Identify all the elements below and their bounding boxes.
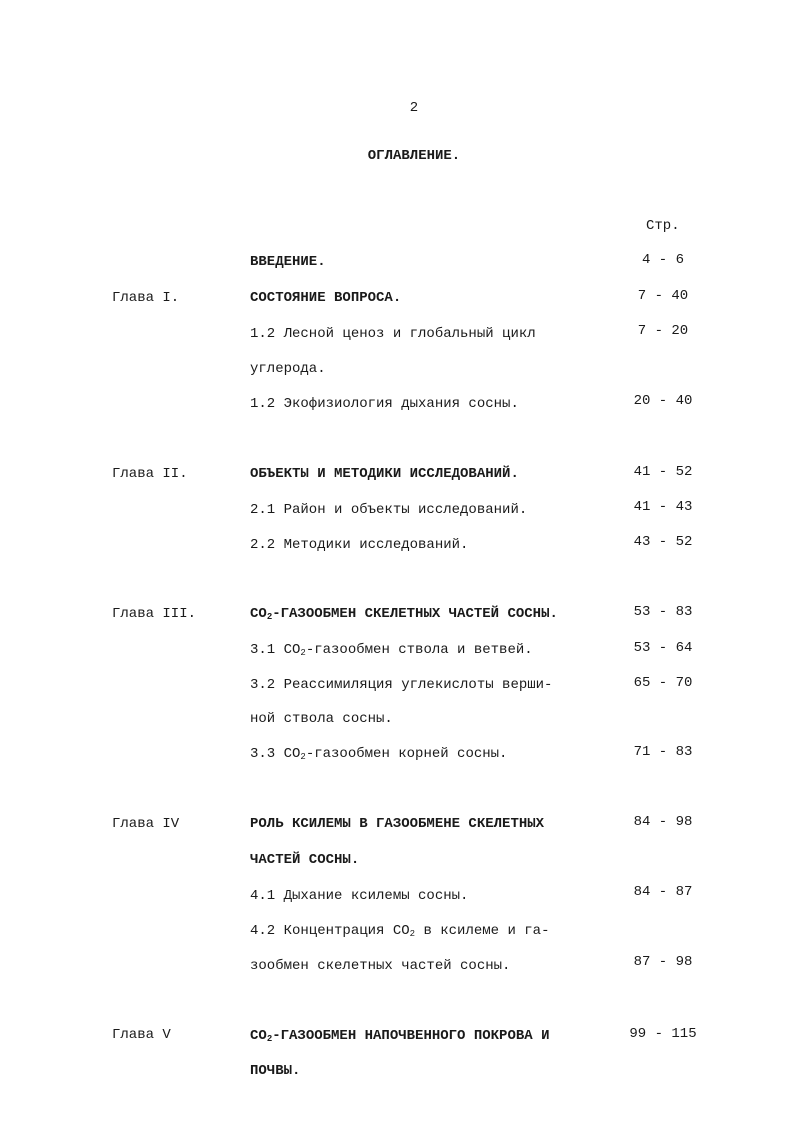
toc-intro-pages: 4 - 6: [641, 252, 684, 268]
toc-ch4-s1-title: 4.1 Дыхание ксилемы сосны.: [250, 888, 469, 904]
toc-ch1-s2-title: 1.2 Экофизиология дыхания сосны.: [250, 396, 519, 412]
toc-ch2-label: Глава II.: [112, 466, 188, 482]
toc-ch2-s2-pages: 43 - 52: [633, 534, 693, 550]
toc-ch1-pages: 7 - 40: [637, 288, 689, 304]
toc-ch5-title-line1: $СО_2$-ГАЗООБМЕН НАПОЧВЕННОГО ПОКРОВА И: [250, 1028, 550, 1044]
toc-ch5-label: Глава V: [112, 1027, 171, 1043]
toc-ch3-s2-line1: 3.2 Реассимиляция углекислоты верши-: [250, 677, 553, 693]
toc-ch2-s1-pages: 41 - 43: [633, 499, 693, 515]
toc-ch3-label: Глава III.: [112, 606, 197, 622]
toc-ch1-s1-pages: 7 - 20: [637, 323, 689, 339]
toc-ch3-s1-pages: 53 - 64: [633, 640, 693, 656]
toc-ch1-label: Глава I.: [112, 290, 180, 306]
toc-intro-title: ВВЕДЕНИЕ.: [250, 254, 326, 270]
toc-ch5-pages: 99 - 115: [629, 1026, 697, 1042]
toc-ch4-s2-line1: 4.2 Концентрация $СО_2$ в ксилеме и га-: [250, 923, 550, 939]
toc-ch4-s2-line2: зообмен скелетных частей сосны.: [250, 958, 511, 974]
toc-ch3-s3-title: 3.3 $СО_2$-газообмен корней сосны.: [250, 746, 508, 762]
toc-ch3-s1-title: 3.1 $СО_2$-газообмен ствола и ветвей.: [250, 642, 533, 658]
toc-ch4-s1-pages: 84 - 87: [633, 884, 693, 900]
page-title: ОГЛАВЛЕНИЕ.: [367, 148, 461, 164]
toc-ch3-pages: 53 - 83: [633, 604, 693, 620]
toc-ch3-s3-pages: 71 - 83: [633, 744, 693, 760]
toc-ch1-s1-line2: углерода.: [250, 361, 326, 377]
toc-ch3-title: $СО_2$-ГАЗООБМЕН СКЕЛЕТНЫХ ЧАСТЕЙ СОСНЫ.: [250, 606, 558, 622]
toc-ch4-pages: 84 - 98: [633, 814, 693, 830]
toc-ch2-s2-title: 2.2 Методики исследований.: [250, 537, 469, 553]
toc-ch2-title: ОБЪЕКТЫ И МЕТОДИКИ ИССЛЕДОВАНИЙ.: [250, 466, 519, 482]
toc-ch3-s2-line2: ной ствола сосны.: [250, 711, 393, 727]
toc-ch5-title-line2: ПОЧВЫ.: [250, 1063, 301, 1079]
page-number: 2: [409, 100, 419, 116]
toc-ch4-s2-pages: 87 - 98: [633, 954, 693, 970]
toc-ch2-s1-title: 2.1 Район и объекты исследований.: [250, 502, 528, 518]
toc-ch1-s1-line1: 1.2 Лесной ценоз и глобальный цикл: [250, 326, 536, 342]
toc-ch4-label: Глава IV: [112, 816, 180, 832]
toc-ch4-title-line2: ЧАСТЕЙ СОСНЫ.: [250, 852, 360, 868]
toc-ch3-s2-pages: 65 - 70: [633, 675, 693, 691]
pages-column-header: Стр.: [646, 218, 680, 234]
toc-ch1-title: СОСТОЯНИЕ ВОПРОСА.: [250, 290, 402, 306]
toc-ch4-title-line1: РОЛЬ КСИЛЕМЫ В ГАЗООБМЕНЕ СКЕЛЕТНЫХ: [250, 816, 545, 832]
toc-ch2-pages: 41 - 52: [633, 464, 693, 480]
toc-ch1-s2-pages: 20 - 40: [633, 393, 693, 409]
